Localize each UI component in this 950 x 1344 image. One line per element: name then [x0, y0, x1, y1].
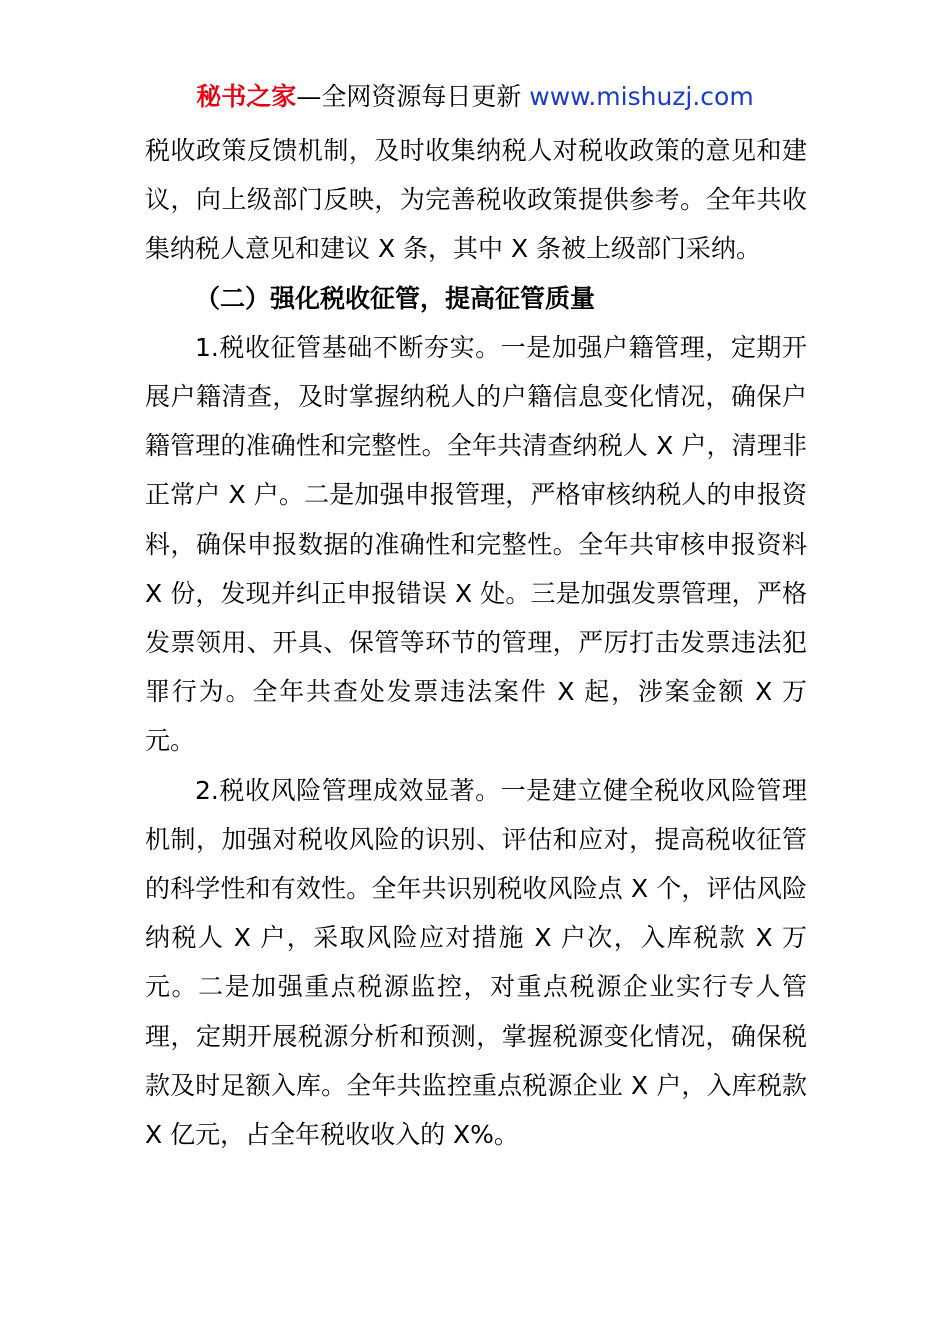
header-brand: 秘书之家 [196, 82, 297, 111]
paragraph-collection-basis: 1.税收征管基础不断夯实。一是加强户籍管理，定期开展户籍清查，及时掌握纳税人的户籍信息变化情况，确保户籍管理的准确性和完整性。全年共清查纳税人 X 户，清理非正常户 X 户。二是加强申报管理，严格审核纳税人的申报资料，确保申报数据的准确性和完整性。全年共审核申报资料 X 份，发现并纠正申报错误 X 处。三是加强发票管理，严格发票领用、开具、保管等环节的管理，严厉打击发票违法犯罪行为。全年共查处发票违法案件 X 起，涉案金额 X 万元。 [145, 332, 807, 756]
paragraph-continuation: 税收政策反馈机制，及时收集纳税人对税收政策的意见和建议，向上级部门反映，为完善税收政策提供参考。全年共收集纳税人意见和建议 X 条，其中 X 条被上级部门采纳。 [145, 136, 807, 264]
header-site-link[interactable]: www.mishuzj.com [529, 82, 754, 111]
paragraph-risk-management: 2.税收风险管理成效显著。一是建立健全税收风险管理机制，加强对税收风险的识别、评估和应对，提高税收征管的科学性和有效性。全年共识别税收风险点 X 个，评估风险纳税人 X 户，采取风险应对措施 X 户次，入库税款 X 万元。二是加强重点税源监控，对重点税源企业实行专人管理，定期开展税源分析和预测，掌握税源变化情况，确保税款及时足额入库。全年共监控重点税源企业 X 户，入库税款 X 亿元，占全年税收收入的 X%。 [145, 775, 807, 1150]
header-tagline: —全网资源每日更新 [296, 82, 522, 111]
section-heading: （二）强化税收征管，提高征管质量 [195, 283, 596, 313]
page-header [0, 80, 950, 114]
document-body [145, 126, 807, 1159]
